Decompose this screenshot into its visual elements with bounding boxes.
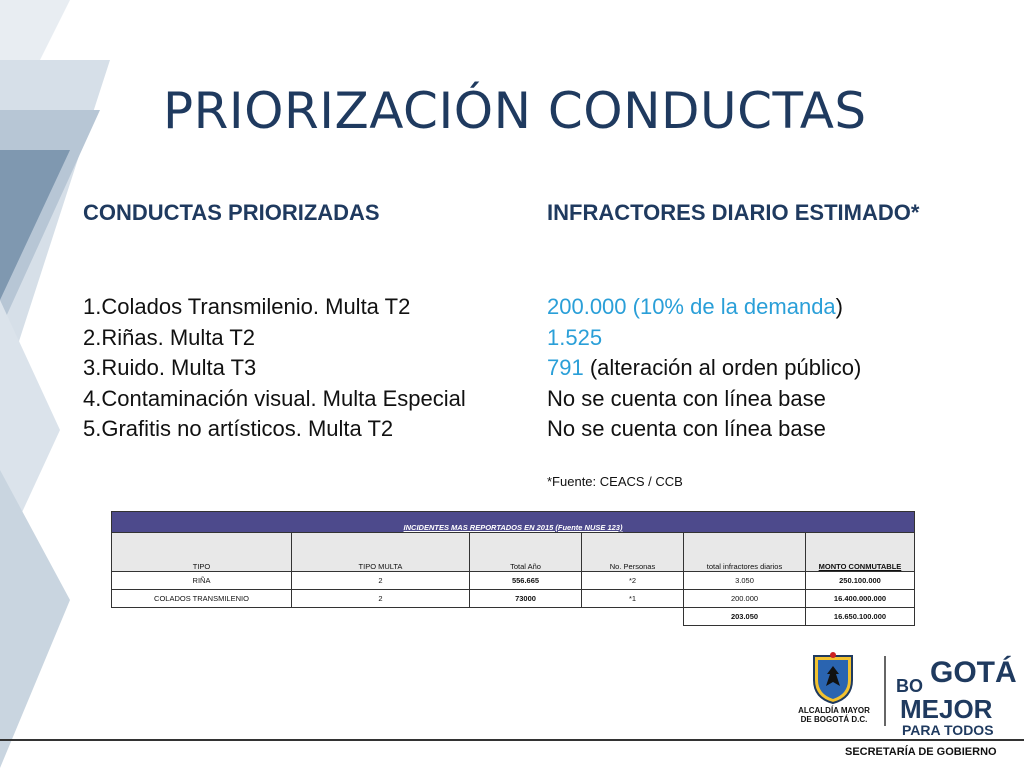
infractor-item bbox=[547, 414, 861, 445]
conducta-item: 1.Colados Transmilenio. Multa T2 bbox=[83, 294, 411, 319]
table-header-cell: TIPO bbox=[112, 533, 292, 572]
bogota-logo-text: BO bbox=[896, 676, 923, 696]
infractor-value: 1.525 bbox=[547, 324, 603, 350]
infractor-item bbox=[547, 292, 861, 323]
infractor-note: (alteración al orden público) bbox=[583, 355, 862, 380]
conducta-item: 3.Ruido. Multa T3 bbox=[83, 355, 257, 380]
infractor-value: 200.000 (10% de la demanda bbox=[547, 294, 836, 319]
page-title: PRIORIZACIÓN CONDUCTAS bbox=[163, 82, 867, 140]
table-header-cell: No. Personas bbox=[582, 533, 684, 572]
table-header-cell: MONTO CONMUTABLE bbox=[806, 533, 915, 572]
infractor-item bbox=[547, 384, 861, 415]
table-cell: *2 bbox=[582, 572, 684, 590]
table-cell: 556.665 bbox=[470, 572, 582, 590]
infractor-item bbox=[547, 323, 861, 354]
footer-label: SECRETARÍA DE GOBIERNO bbox=[845, 746, 997, 758]
infractor-note: ) bbox=[835, 294, 843, 319]
table-header-cell: Total Año bbox=[470, 533, 582, 572]
conducta-item: 4.Contaminación visual. Multa Especial bbox=[83, 385, 466, 411]
table-header-cell: TIPO MULTA bbox=[292, 533, 470, 572]
table-cell: 2 bbox=[292, 572, 470, 590]
table-cell: *1 bbox=[582, 590, 684, 608]
table-cell: 73000 bbox=[470, 590, 582, 608]
bogota-logo-text: GOTÁ bbox=[930, 656, 1017, 689]
table-header-cell: total infractores diarios bbox=[684, 533, 806, 572]
incidents-table bbox=[111, 511, 915, 626]
total-infractores-cell: 203.050 bbox=[684, 608, 806, 626]
right-column-heading: INFRACTORES DIARIO ESTIMADO* bbox=[547, 200, 920, 225]
infractor-note: No se cuenta con línea base bbox=[547, 416, 826, 441]
table-cell: 16.400.000.000 bbox=[806, 590, 915, 608]
logo-divider bbox=[884, 656, 886, 726]
alcaldia-logo-text: ALCALDÍA MAYOR DE BOGOTÁ D.C. bbox=[798, 706, 870, 724]
left-column-heading: CONDUCTAS PRIORIZADAS bbox=[83, 200, 380, 225]
table-cell: RIÑA bbox=[112, 572, 292, 590]
infractor-note: No se cuenta con línea base bbox=[547, 385, 826, 411]
table-cell: 2 bbox=[292, 590, 470, 608]
table-cell: 3.050 bbox=[684, 572, 806, 590]
table-row bbox=[112, 572, 915, 590]
table-cell: 250.100.000 bbox=[806, 572, 915, 590]
source-footnote: *Fuente: CEACS / CCB bbox=[547, 474, 683, 489]
bogota-logo-text: MEJOR bbox=[900, 694, 993, 724]
conducta-item: 5.Grafitis no artísticos. Multa T2 bbox=[83, 416, 394, 441]
total-monto-cell: 16.650.100.000 bbox=[806, 608, 915, 626]
conducta-item: 2.Riñas. Multa T2 bbox=[83, 324, 256, 350]
table-totals-row bbox=[112, 608, 915, 626]
table-caption: INCIDENTES MAS REPORTADOS EN 2015 (Fuente NUSE 123) bbox=[112, 512, 915, 533]
footer-divider bbox=[0, 739, 1024, 741]
table-cell: 200.000 bbox=[684, 590, 806, 608]
table-header-row bbox=[112, 533, 915, 572]
bogota-logo-text: PARA TODOS bbox=[902, 722, 994, 738]
alcaldia-shield-logo bbox=[806, 652, 860, 704]
infractor-item bbox=[547, 353, 861, 384]
table-cell: COLADOS TRANSMILENIO bbox=[112, 590, 292, 608]
table-row bbox=[112, 590, 915, 608]
infractor-value: 791 bbox=[547, 355, 584, 380]
conductas-list bbox=[83, 292, 466, 445]
infractores-list bbox=[547, 292, 861, 445]
